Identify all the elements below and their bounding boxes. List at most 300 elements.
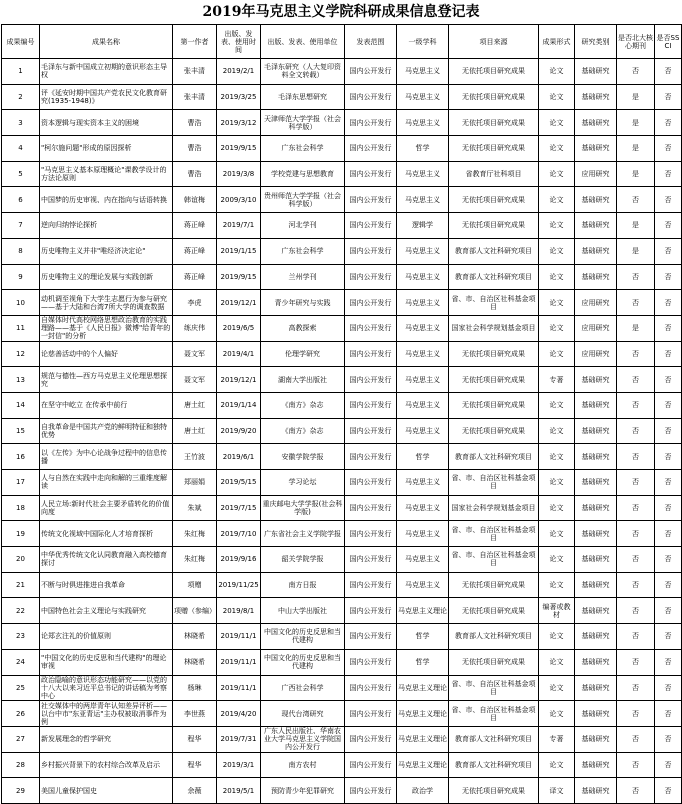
- table-cell: 无依托项目研究成果: [449, 598, 539, 624]
- table-cell: 论文: [539, 752, 575, 778]
- table-cell: 18: [2, 495, 40, 521]
- table-cell: 人与自然在实践中走向和解的三重维度解读: [40, 470, 173, 496]
- table-row: [2, 470, 682, 496]
- table-cell: 论文: [539, 213, 575, 239]
- table-cell: 是: [617, 110, 655, 136]
- table-cell: 论文: [539, 521, 575, 547]
- table-cell: 否: [655, 315, 682, 341]
- table-cell: 2019/2/1: [217, 59, 261, 85]
- table-cell: 论文: [539, 675, 575, 701]
- table-row: [2, 418, 682, 444]
- table-cell: 国内公开发行: [345, 110, 397, 136]
- table-row: [2, 264, 682, 290]
- table-cell: 国内公开发行: [345, 187, 397, 213]
- table-cell: 动机调至视角下大学生志愿行为参与研究——基于大陆和台湾7所大学的调查数据: [40, 290, 173, 316]
- table-cell: 余薇: [173, 778, 217, 804]
- table-cell: 国内公开发行: [345, 290, 397, 316]
- table-cell: 乡村振兴背景下的农村综合改革及启示: [40, 752, 173, 778]
- table-cell: 省、市、自治区社科基金项目: [449, 547, 539, 573]
- table-cell: 国内公开发行: [345, 238, 397, 264]
- table-row: [2, 392, 682, 418]
- header-cell: 研究类别: [575, 25, 617, 59]
- table-row: [2, 59, 682, 85]
- table-row: [2, 187, 682, 213]
- table-cell: 基础研究: [575, 495, 617, 521]
- table-cell: 规范与德性—西方马克思主义伦理思想探究: [40, 367, 173, 393]
- table-cell: 基础研究: [575, 752, 617, 778]
- table-cell: 蒋正峰: [173, 213, 217, 239]
- table-cell: 否: [617, 59, 655, 85]
- table-cell: 美国儿童保护国史: [40, 778, 173, 804]
- table-cell: 论文: [539, 238, 575, 264]
- table-cell: 青少年研究与实践: [261, 290, 345, 316]
- table-cell: 国内公开发行: [345, 264, 397, 290]
- table-cell: 逻辑学: [397, 213, 449, 239]
- table-cell: 蒋正峰: [173, 238, 217, 264]
- table-cell: 否: [617, 444, 655, 470]
- table-cell: 基础研究: [575, 572, 617, 598]
- table-cell: 张丰清: [173, 59, 217, 85]
- table-cell: 2019/9/15: [217, 264, 261, 290]
- table-cell: 否: [617, 521, 655, 547]
- table-cell: 20: [2, 547, 40, 573]
- table-cell: 历史唯物主义的理论发展与实践创新: [40, 264, 173, 290]
- table-cell: 省、市、自治区社科基金项目: [449, 521, 539, 547]
- table-cell: 项赠: [173, 572, 217, 598]
- table-cell: 2019/1/15: [217, 238, 261, 264]
- table-cell: 广东社会科学: [261, 238, 345, 264]
- table-cell: 《南方》杂志: [261, 418, 345, 444]
- table-cell: 否: [617, 418, 655, 444]
- table-cell: 28: [2, 752, 40, 778]
- table-cell: 论文: [539, 59, 575, 85]
- table-cell: 否: [655, 752, 682, 778]
- table-cell: 基础研究: [575, 470, 617, 496]
- table-cell: 否: [617, 470, 655, 496]
- table-row: [2, 290, 682, 316]
- header-cell: 是否北大核心期刊: [617, 25, 655, 59]
- table-cell: 否: [655, 161, 682, 187]
- table-cell: 毛泽东思想研究: [261, 84, 345, 110]
- table-cell: 论文: [539, 187, 575, 213]
- table-cell: 练庆伟: [173, 315, 217, 341]
- table-cell: 论文: [539, 161, 575, 187]
- table-cell: 否: [617, 624, 655, 650]
- table-cell: 否: [655, 187, 682, 213]
- table-cell: 应用研究: [575, 161, 617, 187]
- table-cell: 马克思主义: [397, 572, 449, 598]
- table-cell: 论文: [539, 84, 575, 110]
- table-cell: 国家社会科学规划基金项目: [449, 315, 539, 341]
- table-cell: 论慈善活动中的个人偏好: [40, 341, 173, 367]
- table-cell: 国内公开发行: [345, 341, 397, 367]
- table-cell: 否: [617, 367, 655, 393]
- table-cell: 否: [617, 778, 655, 804]
- table-cell: 杨琳: [173, 675, 217, 701]
- table-cell: 国内公开发行: [345, 572, 397, 598]
- table-row: [2, 444, 682, 470]
- table-cell: 唐土红: [173, 392, 217, 418]
- table-cell: 论文: [539, 341, 575, 367]
- table-cell: 否: [655, 778, 682, 804]
- table-cell: 否: [617, 701, 655, 727]
- table-cell: 国内公开发行: [345, 470, 397, 496]
- table-cell: 郑丽娟: [173, 470, 217, 496]
- table-cell: 广东省社会主义学院学报: [261, 521, 345, 547]
- table-cell: 2019/11/1: [217, 649, 261, 675]
- table-cell: 马克思主义: [397, 341, 449, 367]
- table-cell: 基础研究: [575, 213, 617, 239]
- table-row: [2, 701, 682, 727]
- table-cell: 否: [617, 752, 655, 778]
- table-cell: 基础研究: [575, 778, 617, 804]
- table-cell: 国内公开发行: [345, 752, 397, 778]
- table-cell: 无依托项目研究成果: [449, 187, 539, 213]
- table-cell: 哲学: [397, 624, 449, 650]
- table-cell: 2019/3/8: [217, 161, 261, 187]
- table-cell: 马克思主义: [397, 418, 449, 444]
- table-cell: 2019/12/1: [217, 367, 261, 393]
- table-cell: 无依托项目研究成果: [449, 392, 539, 418]
- table-cell: 林晓希: [173, 649, 217, 675]
- table-cell: 新发展理念的哲学研究: [40, 726, 173, 752]
- table-cell: 应用研究: [575, 315, 617, 341]
- table-cell: 国内公开发行: [345, 444, 397, 470]
- table-cell: 马克思主义: [397, 315, 449, 341]
- header-cell: 成果名称: [40, 25, 173, 59]
- table-cell: 否: [655, 675, 682, 701]
- table-cell: "中国文化的历史反思和当代建构"的理论审视: [40, 649, 173, 675]
- table-cell: 26: [2, 701, 40, 727]
- table-cell: 2019/6/1: [217, 444, 261, 470]
- table-cell: 基础研究: [575, 110, 617, 136]
- header-cell: 第一作者: [173, 25, 217, 59]
- table-row: [2, 752, 682, 778]
- table-row: [2, 367, 682, 393]
- table-cell: 国内公开发行: [345, 778, 397, 804]
- table-cell: 编著或教材: [539, 598, 575, 624]
- table-cell: 省、市、自治区社科基金项目: [449, 701, 539, 727]
- table-cell: 社交媒体中的两岸青年认知差异评析——以台中市"东亚青运"主办权被取消事件为例: [40, 701, 173, 727]
- table-cell: 天津师范大学学报（社会科学版）: [261, 110, 345, 136]
- table-cell: 无依托项目研究成果: [449, 418, 539, 444]
- table-cell: 论文: [539, 136, 575, 162]
- table-cell: 韩谊梅: [173, 187, 217, 213]
- table-cell: 2019/5/15: [217, 470, 261, 496]
- table-cell: 2019/11/1: [217, 675, 261, 701]
- table-cell: 15: [2, 418, 40, 444]
- table-cell: 12: [2, 341, 40, 367]
- table-cell: 以《左传》为中心论战争过程中的信息传播: [40, 444, 173, 470]
- table-cell: 马克思主义理论: [397, 598, 449, 624]
- table-cell: 无依托项目研究成果: [449, 213, 539, 239]
- table-cell: 否: [617, 392, 655, 418]
- table-cell: 国内公开发行: [345, 418, 397, 444]
- table-cell: 朱斌: [173, 495, 217, 521]
- table-cell: 广西社会科学: [261, 675, 345, 701]
- table-cell: 否: [655, 521, 682, 547]
- table-cell: 聂文军: [173, 341, 217, 367]
- table-cell: 2019/7/1: [217, 213, 261, 239]
- table-cell: 教育部人文社科研究项目: [449, 238, 539, 264]
- table-cell: 国内公开发行: [345, 701, 397, 727]
- table-row: [2, 726, 682, 752]
- table-cell: 中国特色社会主义理论与实践研究: [40, 598, 173, 624]
- table-cell: 马克思主义: [397, 470, 449, 496]
- table-cell: 教育部人文社科研究项目: [449, 624, 539, 650]
- table-cell: 基础研究: [575, 392, 617, 418]
- table-cell: 传统文化视域中国际化人才培育探析: [40, 521, 173, 547]
- table-cell: 1: [2, 59, 40, 85]
- table-cell: 基础研究: [575, 444, 617, 470]
- table-cell: 否: [655, 624, 682, 650]
- table-cell: 不断与时俱进推进自我革命: [40, 572, 173, 598]
- table-cell: 2019/11/25: [217, 572, 261, 598]
- table-cell: 无依托项目研究成果: [449, 778, 539, 804]
- table-cell: 无依托项目研究成果: [449, 572, 539, 598]
- table-cell: 2: [2, 84, 40, 110]
- table-cell: 2019/3/1: [217, 752, 261, 778]
- table-cell: 论文: [539, 572, 575, 598]
- table-cell: 基础研究: [575, 59, 617, 85]
- table-cell: 2019/9/20: [217, 418, 261, 444]
- table-cell: 2009/3/10: [217, 187, 261, 213]
- table-cell: 是: [617, 161, 655, 187]
- table-cell: 马克思主义: [397, 161, 449, 187]
- table-cell: 否: [655, 59, 682, 85]
- table-cell: 论文: [539, 290, 575, 316]
- table-cell: 林晓希: [173, 624, 217, 650]
- table-row: [2, 110, 682, 136]
- table-cell: 马克思主义: [397, 392, 449, 418]
- table-cell: 马克思主义: [397, 110, 449, 136]
- table-cell: 张丰清: [173, 84, 217, 110]
- table-cell: 自媒体时代高校网络思想政治教育的实践理路——基于《人民日报》微博"给青年的一封信"的分析: [40, 315, 173, 341]
- table-cell: 教育部人文社科研究项目: [449, 726, 539, 752]
- table-cell: 无依托项目研究成果: [449, 59, 539, 85]
- table-cell: 2019/5/1: [217, 778, 261, 804]
- table-cell: 11: [2, 315, 40, 341]
- table-cell: 是: [617, 136, 655, 162]
- table-cell: 国内公开发行: [345, 392, 397, 418]
- table-cell: 国内公开发行: [345, 136, 397, 162]
- table-cell: 否: [655, 649, 682, 675]
- table-cell: 论文: [539, 418, 575, 444]
- header-cell: 一级学科: [397, 25, 449, 59]
- table-cell: 国内公开发行: [345, 315, 397, 341]
- table-cell: 否: [655, 598, 682, 624]
- table-cell: 评《延安时期中国共产党农民文化教育研究(1935-1948)》: [40, 84, 173, 110]
- table-cell: 国内公开发行: [345, 367, 397, 393]
- table-cell: 否: [617, 572, 655, 598]
- table-cell: 无依托项目研究成果: [449, 341, 539, 367]
- table-cell: 毛泽东与新中国成立初期的意识形态主导权: [40, 59, 173, 85]
- table-cell: 5: [2, 161, 40, 187]
- table-cell: 否: [655, 418, 682, 444]
- table-cell: 2019/7/15: [217, 495, 261, 521]
- table-row: [2, 572, 682, 598]
- table-cell: 否: [655, 238, 682, 264]
- table-cell: 2019/9/15: [217, 136, 261, 162]
- table-cell: 译文: [539, 778, 575, 804]
- table-row: [2, 675, 682, 701]
- table-cell: 曹浩: [173, 136, 217, 162]
- table-cell: 否: [655, 264, 682, 290]
- table-cell: 否: [655, 110, 682, 136]
- table-cell: 程华: [173, 752, 217, 778]
- table-row: [2, 136, 682, 162]
- table-cell: 省、市、自治区社科基金项目: [449, 290, 539, 316]
- table-cell: 否: [655, 367, 682, 393]
- table-cell: 是: [617, 238, 655, 264]
- table-cell: 哲学: [397, 136, 449, 162]
- table-cell: 2019/9/16: [217, 547, 261, 573]
- table-cell: 否: [617, 341, 655, 367]
- table-cell: 中国梦的历史审视、内在指向与话语转换: [40, 187, 173, 213]
- table-cell: 安徽学院学报: [261, 444, 345, 470]
- table-cell: 曹浩: [173, 161, 217, 187]
- table-cell: 专著: [539, 367, 575, 393]
- table-cell: 专著: [539, 726, 575, 752]
- table-cell: 自我革命是中国共产党的鲜明特征和独特优势: [40, 418, 173, 444]
- table-cell: 韶关学院学报: [261, 547, 345, 573]
- table-cell: 河北学刊: [261, 213, 345, 239]
- table-row: [2, 624, 682, 650]
- table-cell: 唐土红: [173, 418, 217, 444]
- table-cell: 马克思主义: [397, 290, 449, 316]
- table-cell: 论文: [539, 264, 575, 290]
- table-cell: 学习论坛: [261, 470, 345, 496]
- table-cell: 基础研究: [575, 726, 617, 752]
- table-cell: 2019/12/1: [217, 290, 261, 316]
- table-cell: 否: [617, 187, 655, 213]
- table-cell: 2019/4/20: [217, 701, 261, 727]
- table-cell: 2019/6/5: [217, 315, 261, 341]
- document-title: 2019年马克思主义学院科研成果信息登记表: [202, 4, 480, 20]
- table-cell: 马克思主义理论: [397, 752, 449, 778]
- table-cell: 国内公开发行: [345, 84, 397, 110]
- table-cell: 在坚守中屹立 在传承中前行: [40, 392, 173, 418]
- table-cell: 无依托项目研究成果: [449, 84, 539, 110]
- table-cell: 2019/1/14: [217, 392, 261, 418]
- table-cell: 兰州学刊: [261, 264, 345, 290]
- table-cell: 现代台湾研究: [261, 701, 345, 727]
- table-cell: 毛泽东研究（人大复印资料全文转载）: [261, 59, 345, 85]
- table-cell: 省教育厅社科项目: [449, 161, 539, 187]
- table-cell: 基础研究: [575, 521, 617, 547]
- table-cell: 否: [655, 495, 682, 521]
- table-cell: 2019/4/1: [217, 341, 261, 367]
- table-cell: 马克思主义: [397, 495, 449, 521]
- table-cell: 基础研究: [575, 598, 617, 624]
- table-cell: 14: [2, 392, 40, 418]
- table-cell: 政治隐喻的意识形态功能研究——以党的十八大以来习近平总书记的讲话稿为考察中心: [40, 675, 173, 701]
- table-cell: 南方日报: [261, 572, 345, 598]
- table-cell: 基础研究: [575, 84, 617, 110]
- table-cell: 国家社会科学规划基金项目: [449, 495, 539, 521]
- table-cell: 论文: [539, 392, 575, 418]
- table-cell: 否: [617, 649, 655, 675]
- table-cell: 否: [655, 84, 682, 110]
- table-row: [2, 649, 682, 675]
- table-cell: 2019/3/25: [217, 84, 261, 110]
- table-cell: 2019/3/12: [217, 110, 261, 136]
- table-cell: 23: [2, 624, 40, 650]
- table-row: [2, 547, 682, 573]
- table-cell: 否: [655, 341, 682, 367]
- table-cell: 中国文化的历史反思和当代建构: [261, 624, 345, 650]
- table-cell: 省、市、自治区社科基金项目: [449, 470, 539, 496]
- table-cell: 是: [617, 213, 655, 239]
- table-cell: 2019/11/1: [217, 624, 261, 650]
- table-cell: 基础研究: [575, 264, 617, 290]
- table-cell: 国内公开发行: [345, 213, 397, 239]
- table-cell: 否: [617, 495, 655, 521]
- table-cell: 否: [655, 290, 682, 316]
- table-row: [2, 521, 682, 547]
- table-cell: 哲学: [397, 649, 449, 675]
- table-cell: 基础研究: [575, 649, 617, 675]
- table-cell: 16: [2, 444, 40, 470]
- table-cell: 马克思主义: [397, 367, 449, 393]
- table-cell: 中国文化的历史反思和当代建构: [261, 649, 345, 675]
- table-row: [2, 213, 682, 239]
- table-cell: 曹浩: [173, 110, 217, 136]
- table-row: [2, 495, 682, 521]
- table-cell: 无依托项目研究成果: [449, 367, 539, 393]
- table-cell: 项赠（参编）: [173, 598, 217, 624]
- table-cell: 否: [617, 598, 655, 624]
- table-cell: 国内公开发行: [345, 675, 397, 701]
- table-cell: 基础研究: [575, 624, 617, 650]
- table-cell: 历史唯物主义并非"唯经济决定论": [40, 238, 173, 264]
- header-cell: 成果形式: [539, 25, 575, 59]
- table-cell: 27: [2, 726, 40, 752]
- table-cell: 省、市、自治区社科基金项目: [449, 675, 539, 701]
- table-cell: 李虎: [173, 290, 217, 316]
- table-cell: 论文: [539, 495, 575, 521]
- table-row: [2, 161, 682, 187]
- table-cell: 高教探索: [261, 315, 345, 341]
- table-cell: 中山大学出版社: [261, 598, 345, 624]
- table-cell: 国内公开发行: [345, 521, 397, 547]
- table-header-row: [2, 25, 682, 59]
- table-cell: 中华优秀传统文化认同教育融入高校德育探讨: [40, 547, 173, 573]
- table-cell: 王竹波: [173, 444, 217, 470]
- table-cell: 否: [655, 213, 682, 239]
- table-cell: 无依托项目研究成果: [449, 649, 539, 675]
- table-cell: 基础研究: [575, 675, 617, 701]
- table-cell: 马克思主义: [397, 187, 449, 213]
- table-cell: 聂文军: [173, 367, 217, 393]
- table-cell: 广东人民出版社、华南农业大学马克思主义学院国内公开发行: [261, 726, 345, 752]
- table-row: [2, 341, 682, 367]
- table-cell: 否: [617, 675, 655, 701]
- table-cell: 教育部人文社科研究项目: [449, 444, 539, 470]
- table-cell: "马克思主义基本原理概论"课教学设计的方法论原则: [40, 161, 173, 187]
- table-cell: 2019/7/31: [217, 726, 261, 752]
- table-cell: 朱红梅: [173, 521, 217, 547]
- table-cell: 否: [617, 264, 655, 290]
- table-cell: 否: [655, 392, 682, 418]
- table-cell: 国内公开发行: [345, 59, 397, 85]
- table-cell: 基础研究: [575, 547, 617, 573]
- table-cell: 论郑玄注礼的价值原则: [40, 624, 173, 650]
- header-cell: 发表范围: [345, 25, 397, 59]
- table-cell: 马克思主义: [397, 264, 449, 290]
- table-cell: 朱红梅: [173, 547, 217, 573]
- table-row: [2, 598, 682, 624]
